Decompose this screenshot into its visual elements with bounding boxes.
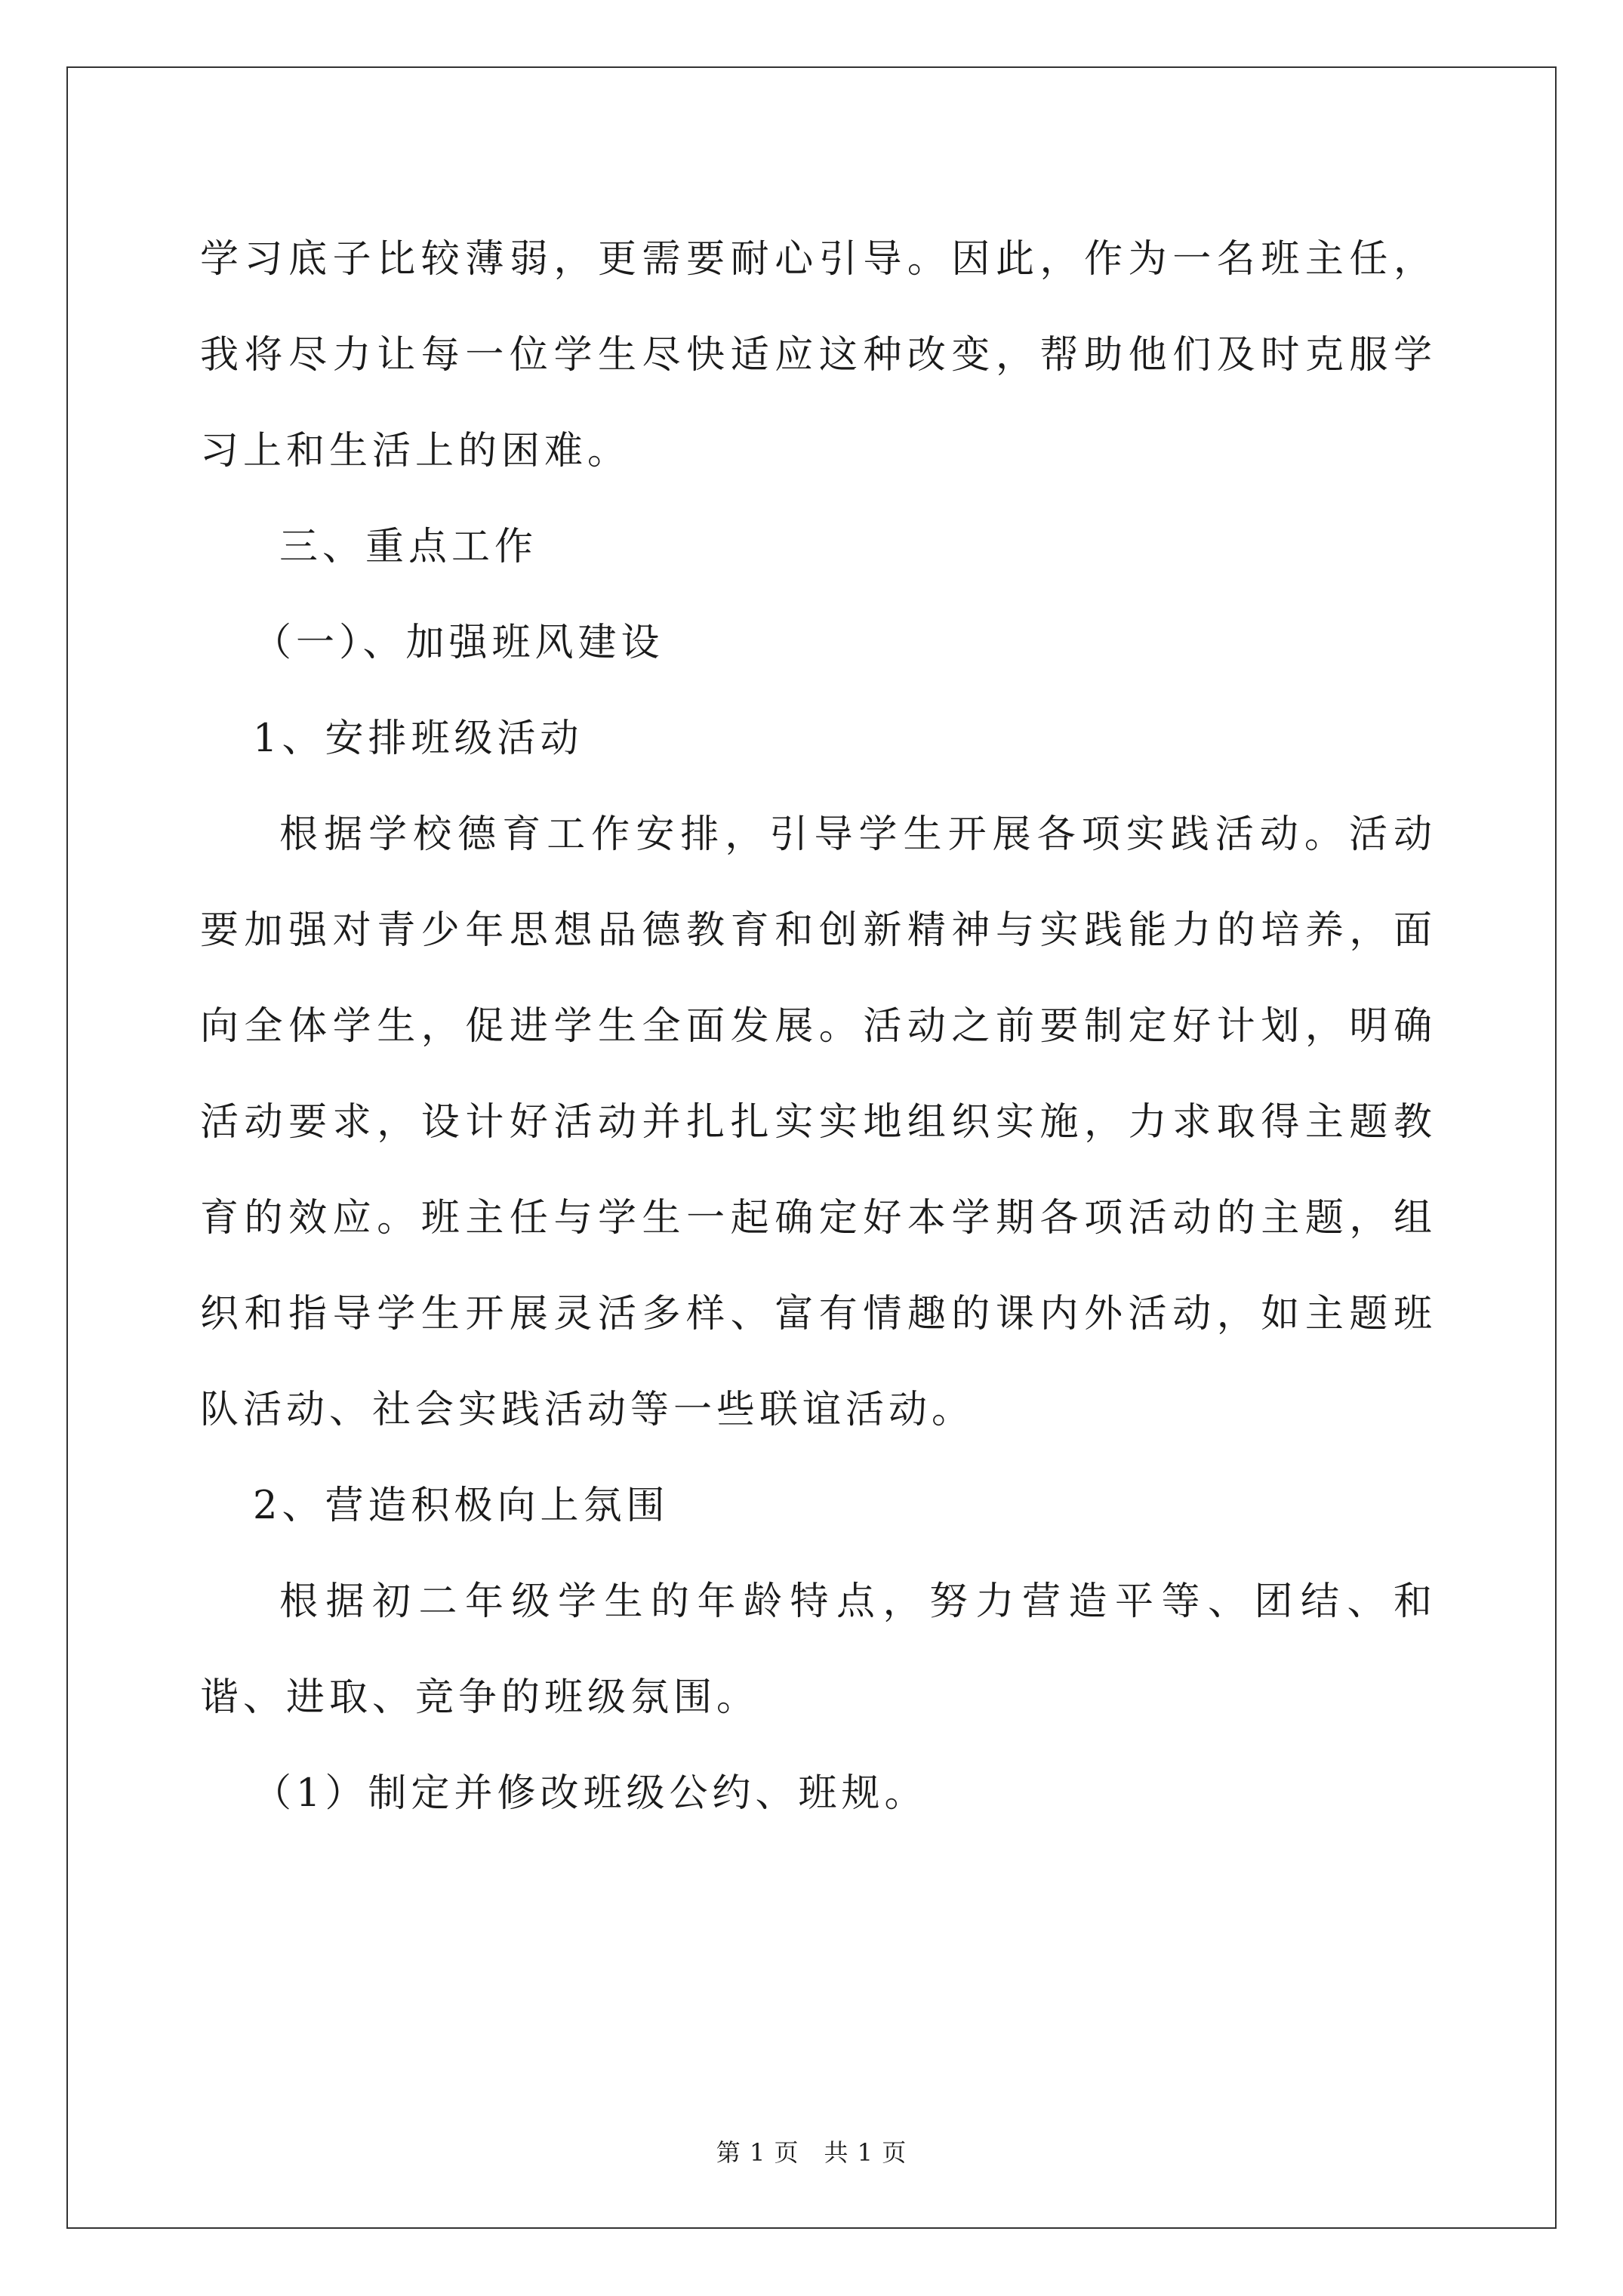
subsection-heading-class-style: （一）、加强班风建设	[253, 621, 664, 665]
section-heading-key-work: 三、重点工作	[279, 525, 538, 569]
item-heading-class-activities: 1、安排班级活动	[253, 717, 584, 761]
paragraph-continuation: 学习底子比较薄弱，更需要耐心引导。因此，作为一名班主任，我将尽力让每一位学生尽快适应这种改变，帮助他们及时克服学习上和生活上的困难。	[200, 237, 1437, 473]
item-heading-positive-atmosphere: 2、营造积极向上氛围	[253, 1484, 670, 1528]
paragraph-activities: 根据学校德育工作安排，引导学生开展各项实践活动。活动要加强对青少年思想品德教育和创新精神与实践能力的培养，面向全体学生，促进学生全面发展。活动之前要制定好计划，明确活动要求，设计好活动并扎扎实实地组织实施，力求取得主题教育的效应。班主任与学生一起确定好本学期各项活动的主题，组织和指导学生开展灵活多样、富有情趣的课内外活动，如主题班队活动、社会实践活动等一些联谊活动。	[200, 812, 1437, 1432]
list-item-class-rules: （1）制定并修改班级公约、班规。	[253, 1771, 928, 1816]
page-footer: 第 1 页 共 1 页	[716, 2138, 907, 2167]
paragraph-atmosphere: 根据初二年级学生的年龄特点，努力营造平等、团结、和谐、进取、竞争的班级氛围。	[200, 1579, 1437, 1720]
document-body	[200, 211, 1437, 1841]
